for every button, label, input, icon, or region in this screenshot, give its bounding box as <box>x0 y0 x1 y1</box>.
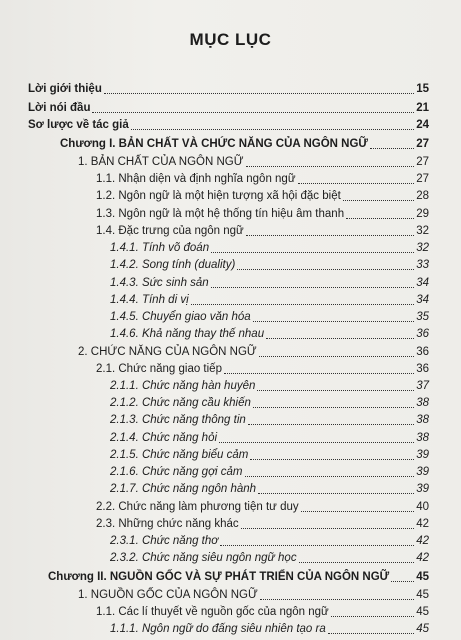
toc-page-number: 45 <box>416 623 429 635</box>
toc-entry-title: 2. CHỨC NĂNG CỦA NGÔN NGỮ <box>78 346 257 358</box>
toc-entry-title: 2.1.5. Chức năng biểu cảm <box>110 449 249 461</box>
toc-entry-title: 1.2. Ngôn ngữ là một hiện tượng xã hội đặc biệt <box>96 190 341 202</box>
toc-entry-title: 1.4.4. Tính di vị <box>110 294 189 306</box>
toc-entry <box>110 448 429 462</box>
toc-page-number: 42 <box>416 535 429 547</box>
toc-entry <box>110 241 429 255</box>
toc-entry-title: 2.1.2. Chức năng cầu khiến <box>110 397 251 409</box>
dot-leader <box>211 287 414 288</box>
dot-leader <box>191 304 415 305</box>
dot-leader <box>301 511 415 512</box>
toc-entry-title: 2.3.2. Chức năng siêu ngôn ngữ học <box>110 552 297 564</box>
dot-leader <box>245 476 415 477</box>
toc-entry <box>96 500 429 514</box>
toc-entry-title: 1. NGUỒN GỐC CỦA NGÔN NGỮ <box>78 589 258 601</box>
toc-page-number: 36 <box>416 328 429 340</box>
dot-leader <box>246 166 415 167</box>
toc-entry <box>110 413 429 427</box>
toc-page-number: 42 <box>416 552 429 564</box>
toc-entry-title: 1.4.1. Tính võ đoán <box>110 242 210 254</box>
toc-entry <box>110 465 429 479</box>
dot-leader <box>224 373 414 374</box>
toc-entry <box>96 362 429 376</box>
toc-entry <box>78 588 429 602</box>
toc-page-number: 24 <box>416 119 429 131</box>
toc-entry-title: Chương I. BẢN CHẤT VÀ CHỨC NĂNG CỦA NGÔN NGỮ <box>60 138 368 150</box>
toc-page-number: 40 <box>416 501 429 513</box>
toc-entry-title: 2.1.4. Chức năng hỏi <box>110 432 218 444</box>
dot-leader <box>219 442 414 443</box>
toc-page-number: 27 <box>416 156 429 168</box>
dot-leader <box>258 493 414 494</box>
toc-page-number: 36 <box>416 346 429 358</box>
toc-page-number: 42 <box>416 518 429 530</box>
dot-leader <box>241 528 415 529</box>
toc-entry-title: 1.1. Các lí thuyết về nguồn gốc của ngôn ngữ <box>96 606 329 618</box>
toc-entry <box>110 293 429 307</box>
toc-page-number: 21 <box>416 102 429 114</box>
toc-entry-title: 1.4.2. Song tính (duality) <box>110 259 236 271</box>
toc-page-number: 37 <box>416 380 429 392</box>
toc-page-number: 38 <box>416 414 429 426</box>
toc-entry <box>110 276 429 290</box>
toc-entry-title: 1. BẢN CHẤT CỦA NGÔN NGỮ <box>78 156 244 168</box>
dot-leader <box>104 93 414 94</box>
dot-leader <box>237 269 414 270</box>
toc-entry <box>78 345 429 359</box>
toc-entry <box>96 517 429 531</box>
toc-entry-title: Sơ lược về tác giả <box>28 119 129 131</box>
toc-page-number: 45 <box>416 571 429 583</box>
dot-leader <box>331 616 414 617</box>
dot-leader <box>266 338 414 339</box>
toc-page-number: 27 <box>416 138 429 150</box>
toc-page-number: 29 <box>416 208 429 220</box>
toc-entry <box>96 172 429 186</box>
toc-entry <box>48 570 429 584</box>
toc-page-number: 32 <box>416 242 429 254</box>
toc-page-number: 39 <box>416 449 429 461</box>
dot-leader <box>391 581 414 582</box>
toc-entry-title: 2.1.3. Chức năng thông tin <box>110 414 246 426</box>
toc-entry <box>96 207 429 221</box>
dot-leader <box>248 424 414 425</box>
toc-entry <box>96 605 429 619</box>
toc-page-number: 38 <box>416 432 429 444</box>
toc-entry <box>28 101 429 115</box>
dot-leader <box>298 183 415 184</box>
page-title: MỤC LỤC <box>189 30 272 49</box>
toc-entry-title: Lời nói đầu <box>28 102 91 114</box>
toc-entry <box>78 155 429 169</box>
toc-entry-title: 1.4.6. Khả năng thay thế nhau <box>110 328 265 340</box>
dot-leader <box>250 459 414 460</box>
toc-entry-title: 2.1.7. Chức năng ngôn hành <box>110 483 257 495</box>
toc-page-number: 34 <box>416 277 429 289</box>
dot-leader <box>299 562 415 563</box>
toc-page-number: 38 <box>416 397 429 409</box>
toc-page-number: 45 <box>416 589 429 601</box>
toc-entry <box>28 82 429 96</box>
dot-leader <box>260 599 414 600</box>
toc-entry-title: 2.3.1. Chức năng thơ <box>110 535 219 547</box>
toc-entry <box>60 137 429 151</box>
toc-entry <box>110 258 429 272</box>
toc-entry <box>110 534 429 548</box>
dot-leader <box>92 112 414 113</box>
toc-entry <box>28 118 429 132</box>
toc-entry <box>110 327 429 341</box>
toc-page-number: 33 <box>416 259 429 271</box>
toc-entry <box>110 310 429 324</box>
dot-leader <box>211 252 414 253</box>
toc-entry-title: 1.4. Đặc trưng của ngôn ngữ <box>96 225 244 237</box>
toc-entry-title: Chương II. NGUỒN GỐC VÀ SỰ PHÁT TRIỂN CỦA NGÔN NGỮ <box>48 571 390 583</box>
dot-leader <box>253 321 415 322</box>
toc-entry <box>110 396 429 410</box>
toc-page-number: 39 <box>416 466 429 478</box>
toc-page-number: 28 <box>416 190 429 202</box>
dot-leader <box>220 545 414 546</box>
toc-page-number: 32 <box>416 225 429 237</box>
toc-entry <box>96 224 429 238</box>
toc-entry-title: 2.1.1. Chức năng hàn huyên <box>110 380 256 392</box>
toc-entry-title: 1.1. Nhận diện và định nghĩa ngôn ngữ <box>96 173 296 185</box>
toc-page-number: 35 <box>416 311 429 323</box>
toc-entry-title: 1.3. Ngôn ngữ là một hệ thống tín hiệu âm thanh <box>96 208 345 220</box>
toc-entry-title: 1.1.1. Ngôn ngữ do đấng siêu nhiên tạo ra <box>110 623 326 635</box>
toc-entry <box>110 431 429 445</box>
toc-entry <box>96 189 429 203</box>
toc-entry <box>110 379 429 393</box>
toc-page-number: 39 <box>416 483 429 495</box>
toc-page-number: 15 <box>416 83 429 95</box>
toc-entry-title: 2.3. Những chức năng khác <box>96 518 239 530</box>
dot-leader <box>257 390 414 391</box>
toc-entry-title: 1.4.3. Sức sinh sản <box>110 277 209 289</box>
toc-page-number: 34 <box>416 294 429 306</box>
dot-leader <box>346 218 414 219</box>
dot-leader <box>246 235 414 236</box>
toc-entry-title: 2.1. Chức năng giao tiếp <box>96 363 222 375</box>
toc-page-number: 36 <box>416 363 429 375</box>
toc-entry-title: 2.1.6. Chức năng gợi cảm <box>110 466 243 478</box>
toc-entry-title: Lời giới thiệu <box>28 83 102 95</box>
toc-entry <box>110 551 429 565</box>
dot-leader <box>370 148 414 149</box>
dot-leader <box>328 633 414 634</box>
toc-page-number: 45 <box>416 606 429 618</box>
dot-leader <box>131 129 414 130</box>
toc-entry <box>110 622 429 636</box>
dot-leader <box>259 356 414 357</box>
toc-entry-title: 1.4.5. Chuyển giao văn hóa <box>110 311 251 323</box>
toc-page-number: 27 <box>416 173 429 185</box>
toc-entry <box>110 482 429 496</box>
dot-leader <box>253 407 414 408</box>
dot-leader <box>343 200 414 201</box>
toc-entry-title: 2.2. Chức năng làm phương tiện tư duy <box>96 501 299 513</box>
